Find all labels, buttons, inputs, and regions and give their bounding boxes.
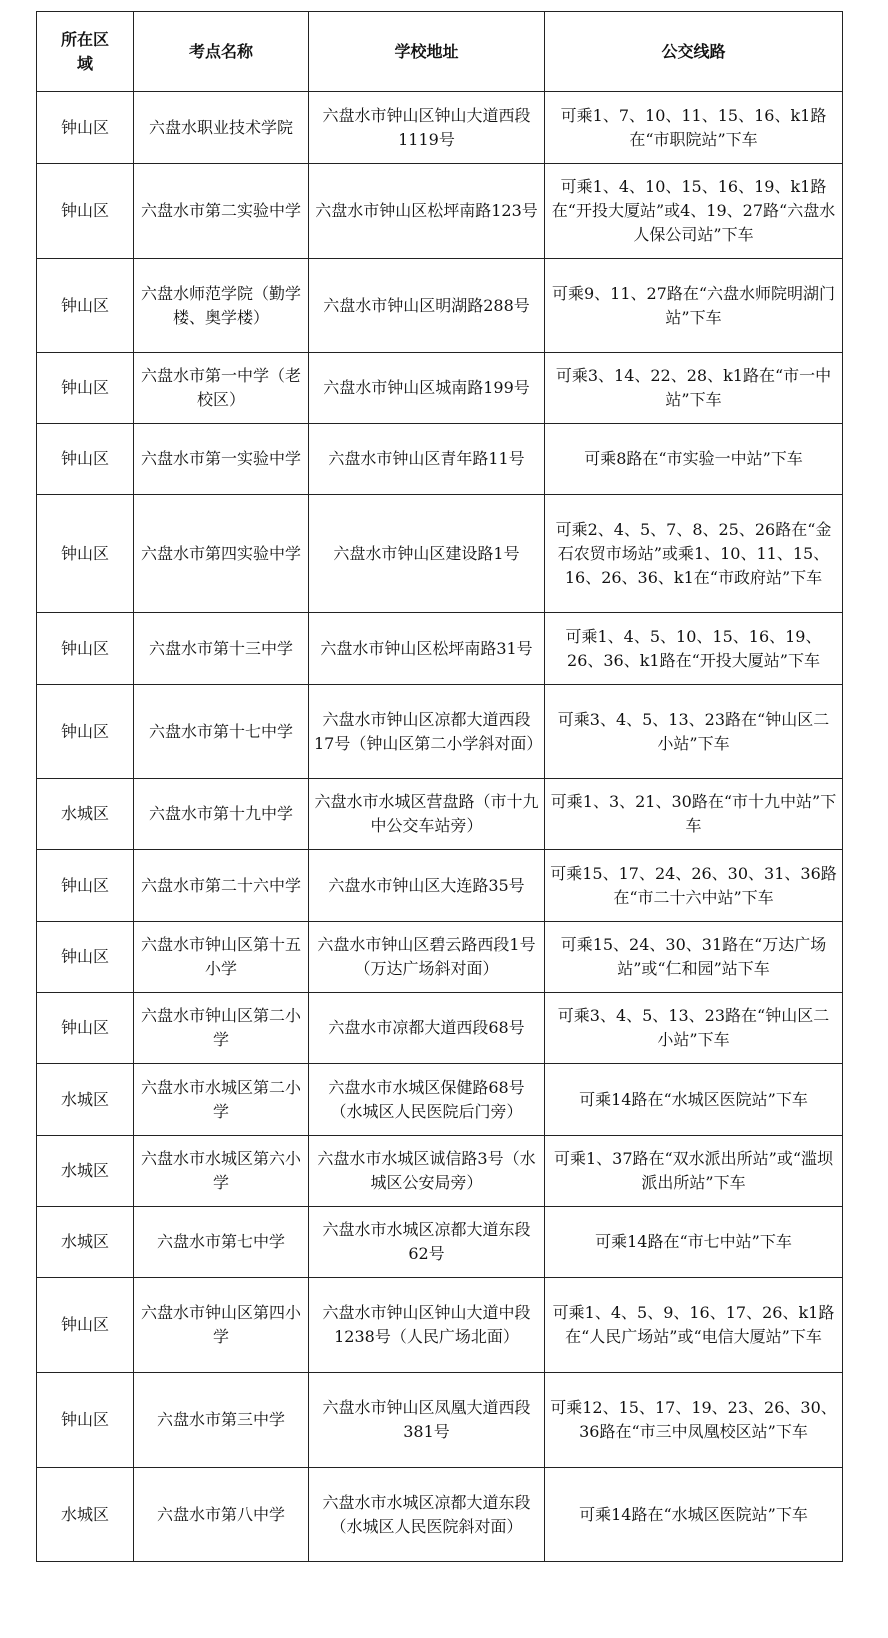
cell-bus: 可乘3、4、5、13、23路在“钟山区二小站”下车: [545, 685, 843, 779]
cell-region: 钟山区: [37, 164, 134, 259]
cell-bus: 可乘8路在“市实验一中站”下车: [545, 424, 843, 495]
cell-name: 六盘水市第二实验中学: [134, 164, 309, 259]
cell-address: 六盘水市水城区诚信路3号（水城区公安局旁）: [309, 1136, 545, 1207]
cell-name: 六盘水市钟山区第二小学: [134, 993, 309, 1064]
cell-bus: 可乘14路在“市七中站”下车: [545, 1207, 843, 1278]
table-row: [37, 850, 843, 922]
table-row: [37, 1064, 843, 1136]
table-row: [37, 1278, 843, 1373]
table-header-row: [37, 12, 843, 92]
cell-bus: 可乘1、4、10、15、16、19、k1路在“开投大厦站”或4、19、27路“六盘水人保公司站”下车: [545, 164, 843, 259]
cell-bus: 可乘15、17、24、26、30、31、36路在“市二十六中站”下车: [545, 850, 843, 922]
cell-name: 六盘水师范学院（勤学楼、奥学楼）: [134, 259, 309, 353]
cell-address: 六盘水市钟山区钟山大道西段1119号: [309, 92, 545, 164]
table-row: [37, 92, 843, 164]
table-row: [37, 495, 843, 613]
cell-address: 六盘水市钟山区凉都大道西段17号（钟山区第二小学斜对面）: [309, 685, 545, 779]
cell-address: 六盘水市钟山区城南路199号: [309, 353, 545, 424]
table-row: [37, 1136, 843, 1207]
table-row: [37, 1207, 843, 1278]
cell-address: 六盘水市钟山区松坪南路123号: [309, 164, 545, 259]
cell-bus: 可乘15、24、30、31路在“万达广场站”或“仁和园”站下车: [545, 922, 843, 993]
cell-name: 六盘水市第七中学: [134, 1207, 309, 1278]
cell-bus: 可乘1、3、21、30路在“市十九中站”下车: [545, 779, 843, 850]
cell-name: 六盘水市第二十六中学: [134, 850, 309, 922]
cell-name: 六盘水市钟山区第四小学: [134, 1278, 309, 1373]
cell-bus: 可乘1、7、10、11、15、16、k1路在“市职院站”下车: [545, 92, 843, 164]
table-row: [37, 259, 843, 353]
cell-region: 水城区: [37, 1468, 134, 1562]
cell-address: 六盘水市钟山区凤凰大道西段381号: [309, 1373, 545, 1468]
exam-site-table: [36, 11, 843, 1562]
cell-address: 六盘水市钟山区钟山大道中段1238号（人民广场北面）: [309, 1278, 545, 1373]
table-row: [37, 164, 843, 259]
cell-bus: 可乘14路在“水城区医院站”下车: [545, 1064, 843, 1136]
cell-region: 钟山区: [37, 1373, 134, 1468]
cell-region: 钟山区: [37, 850, 134, 922]
cell-bus: 可乘1、4、5、9、16、17、26、k1路在“人民广场站”或“电信大厦站”下车: [545, 1278, 843, 1373]
cell-region: 钟山区: [37, 259, 134, 353]
table-row: [37, 353, 843, 424]
cell-region: 水城区: [37, 1064, 134, 1136]
cell-bus: 可乘1、37路在“双水派出所站”或“滥坝派出所站”下车: [545, 1136, 843, 1207]
cell-name: 六盘水市钟山区第十五小学: [134, 922, 309, 993]
table-row: [37, 922, 843, 993]
cell-region: 钟山区: [37, 353, 134, 424]
table-row: [37, 1373, 843, 1468]
cell-name: 六盘水市水城区第六小学: [134, 1136, 309, 1207]
cell-address: 六盘水市水城区凉都大道东段（水城区人民医院斜对面）: [309, 1468, 545, 1562]
cell-name: 六盘水市第十九中学: [134, 779, 309, 850]
cell-address: 六盘水市钟山区明湖路288号: [309, 259, 545, 353]
cell-address: 六盘水市钟山区建设路1号: [309, 495, 545, 613]
table-row: [37, 779, 843, 850]
cell-address: 六盘水市凉都大道西段68号: [309, 993, 545, 1064]
cell-region: 钟山区: [37, 922, 134, 993]
table-row: [37, 424, 843, 495]
cell-region: 钟山区: [37, 685, 134, 779]
cell-address: 六盘水市水城区凉都大道东段62号: [309, 1207, 545, 1278]
cell-bus: 可乘14路在“水城区医院站”下车: [545, 1468, 843, 1562]
cell-region: 钟山区: [37, 993, 134, 1064]
cell-name: 六盘水市第十三中学: [134, 613, 309, 685]
cell-address: 六盘水市水城区营盘路（市十九中公交车站旁）: [309, 779, 545, 850]
cell-address: 六盘水市钟山区大连路35号: [309, 850, 545, 922]
cell-region: 钟山区: [37, 1278, 134, 1373]
cell-name: 六盘水市第八中学: [134, 1468, 309, 1562]
cell-bus: 可乘2、4、5、7、8、25、26路在“金石农贸市场站”或乘1、10、11、15、16、26、36、k1在“市政府站”下车: [545, 495, 843, 613]
table-row: [37, 1468, 843, 1562]
cell-name: 六盘水市第四实验中学: [134, 495, 309, 613]
cell-bus: 可乘3、4、5、13、23路在“钟山区二小站”下车: [545, 993, 843, 1064]
cell-region: 水城区: [37, 1207, 134, 1278]
cell-name: 六盘水市第三中学: [134, 1373, 309, 1468]
header-address: 学校地址: [309, 12, 545, 92]
table-row: [37, 685, 843, 779]
cell-region: 钟山区: [37, 495, 134, 613]
cell-bus: 可乘1、4、5、10、15、16、19、26、36、k1路在“开投大厦站”下车: [545, 613, 843, 685]
cell-address: 六盘水市水城区保健路68号（水城区人民医院后门旁）: [309, 1064, 545, 1136]
cell-region: 钟山区: [37, 92, 134, 164]
table-row: [37, 613, 843, 685]
cell-name: 六盘水市第十七中学: [134, 685, 309, 779]
cell-name: 六盘水市水城区第二小学: [134, 1064, 309, 1136]
cell-bus: 可乘9、11、27路在“六盘水师院明湖门站”下车: [545, 259, 843, 353]
cell-address: 六盘水市钟山区青年路11号: [309, 424, 545, 495]
header-name: 考点名称: [134, 12, 309, 92]
header-region: 所在区域: [37, 12, 134, 92]
cell-address: 六盘水市钟山区碧云路西段1号（万达广场斜对面）: [309, 922, 545, 993]
cell-region: 钟山区: [37, 424, 134, 495]
cell-region: 钟山区: [37, 613, 134, 685]
header-bus: 公交线路: [545, 12, 843, 92]
cell-region: 水城区: [37, 1136, 134, 1207]
cell-bus: 可乘12、15、17、19、23、26、30、36路在“市三中凤凰校区站”下车: [545, 1373, 843, 1468]
cell-name: 六盘水职业技术学院: [134, 92, 309, 164]
cell-region: 水城区: [37, 779, 134, 850]
table-row: [37, 993, 843, 1064]
cell-name: 六盘水市第一中学（老校区）: [134, 353, 309, 424]
cell-name: 六盘水市第一实验中学: [134, 424, 309, 495]
cell-address: 六盘水市钟山区松坪南路31号: [309, 613, 545, 685]
cell-bus: 可乘3、14、22、28、k1路在“市一中站”下车: [545, 353, 843, 424]
